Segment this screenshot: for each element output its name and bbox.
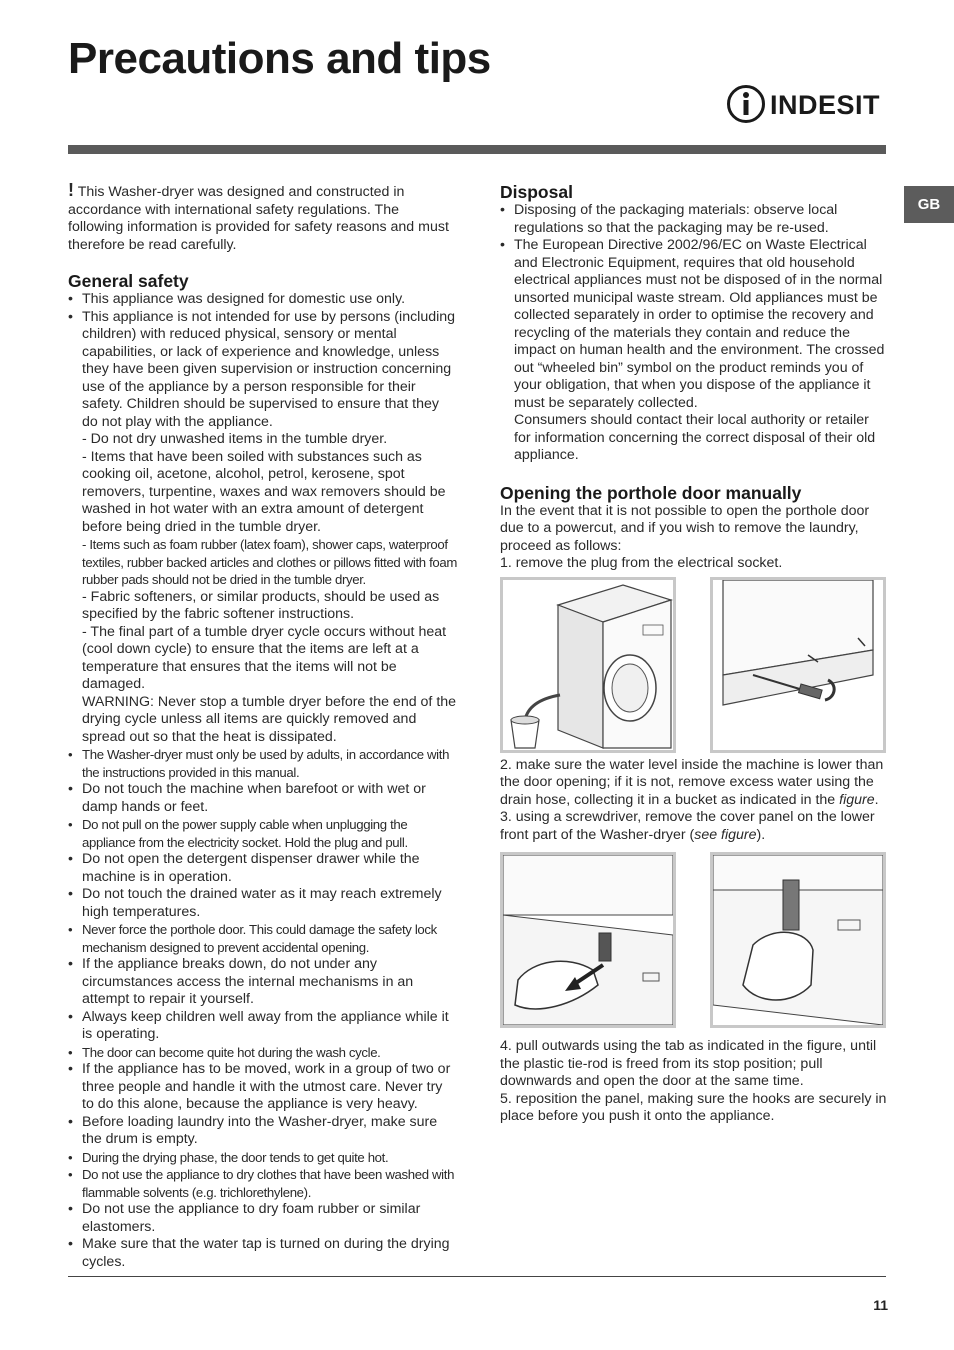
list-item-text: Do not touch the drained water as it may reach extremely high temperatures. <box>82 886 442 920</box>
brand-logo-icon <box>726 84 766 124</box>
warning-mark: ! <box>68 180 74 200</box>
list-item <box>68 1044 458 1062</box>
list-item-text: This appliance is not intended for use by persons (including children) with reduced physical, sensory or mental capabilities, or lack of experience and knowledge, unless they have been given supervision or instruction concerning use of the appliance by a person responsible for their safety. Children should be supervised to ensure that they do not play with the appliance. <box>82 308 456 430</box>
step-3-text: 3. using a screwdriver, remove the cover panel on the lower front part of the Washer-dryer ( <box>500 809 875 843</box>
list-item-text: The door can become quite hot during the wash cycle. <box>82 1044 381 1060</box>
list-item-text: Before loading laundry into the Washer-dryer, make sure the drum is empty. <box>82 1113 438 1147</box>
list-item <box>68 781 458 816</box>
hand-tab-illustration <box>713 855 883 1025</box>
intro-text: This Washer-dryer was designed and constructed in accordance with international safety regulations. The following information is provided for safety reasons and must therefore be read carefully. <box>68 184 449 253</box>
list-sub-item: - Fabric softeners, or similar products, should be used as specified by the fabric softener instructions. <box>82 588 440 622</box>
list-item-text: Do not open the detergent dispenser drawer while the machine is in operation. <box>82 851 420 885</box>
list-item-text: Do not pull on the power supply cable when unplugging the appliance from the electricity socket. Hold the plug and pull. <box>82 817 408 850</box>
list-item-text: During the drying phase, the door tends to get quite hot. <box>82 1149 389 1165</box>
list-item <box>68 1236 458 1271</box>
list-item <box>68 746 458 781</box>
left-column <box>68 182 458 1271</box>
step-5: 5. reposition the panel, making sure the hooks are securely in place before you push it onto the appliance. <box>500 1090 887 1124</box>
washer-bucket-illustration <box>503 580 673 750</box>
list-item <box>68 1009 458 1044</box>
figure-screwdriver <box>710 577 886 753</box>
list-sub-item: - The final part of a tumble dryer cycle occurs without heat (cool down cycle) to ensure that the items are left at a temperature that ensures that the items will not be damaged. <box>82 623 447 692</box>
list-item-text: The European Directive 2002/96/EC on Waste Electrical and Electronic Equipment, requires that old household electrical appliances must not be disposed of in the normal unsorted municipal waste stream. Old appliances must be collected separately in order to optimise the recovery and recycling of the materials they contain and reduce the impact on human health and the environment. The crossed out “wheeled bin” symbol on the product reminds you of your obligation, that when you dispose of the appliance it must be separately collected. <box>514 237 885 411</box>
list-item <box>68 1166 458 1201</box>
list-item <box>68 1061 458 1114</box>
page-number: 11 <box>873 1297 888 1313</box>
step-3-end: ). <box>756 826 766 843</box>
disposal-heading: Disposal <box>500 182 573 202</box>
list-item-text: Always keep children well away from the appliance while it is operating. <box>82 1008 449 1042</box>
porthole-heading: Opening the porthole door manually <box>500 482 802 503</box>
list-item-text: The Washer-dryer must only be used by adults, in accordance with the instructions provided in this manual. <box>82 747 450 780</box>
list-item <box>68 1201 458 1236</box>
step-2 <box>500 757 888 810</box>
list-item-text: Never force the porthole door. This could damage the safety lock mechanism designed to prevent accidental opening. <box>82 922 437 955</box>
hand-pull-illustration <box>503 855 673 1025</box>
list-item <box>68 291 458 309</box>
list-sub-item: - Do not dry unwashed items in the tumble dryer. <box>82 431 388 447</box>
figure-drain-hose <box>500 577 676 753</box>
list-item-text: If the appliance breaks down, do not under any circumstances access the internal mechanisms in an attempt to repair it yourself. <box>82 956 414 1007</box>
figure-tab-detail <box>710 852 886 1028</box>
step-3-emphasis: see figure <box>694 826 757 843</box>
step-2-text: 2. make sure the water level inside the machine is lower than the door opening; if it is not, remove excess water using the drain hose, collecting it in a bucket as indicated in the <box>500 756 884 808</box>
right-column <box>500 182 888 1126</box>
general-safety-list <box>68 291 458 1271</box>
intro-paragraph <box>68 182 458 254</box>
language-tab: GB <box>904 186 954 223</box>
brand-wordmark: INDESIT <box>770 90 881 120</box>
list-sub-item: - Items that have been soiled with substances such as cooking oil, acetone, alcohol, petrol, kerosene, spot removers, turpentine, waxes and wax removers should be washed in hot water with an extra amount of detergent before being dried in the tumble dryer. <box>82 448 446 535</box>
list-item <box>68 886 458 921</box>
panel-screwdriver-illustration <box>713 580 883 750</box>
list-item <box>68 1114 458 1149</box>
list-item-text: This appliance was designed for domestic use only. <box>82 291 406 307</box>
disposal-list <box>500 202 888 465</box>
list-item-text: Make sure that the water tap is turned on during the drying cycles. <box>82 1236 450 1270</box>
step-1: 1. remove the plug from the electrical socket. <box>500 555 783 571</box>
list-item <box>500 237 888 465</box>
step-4: 4. pull outwards using the tab as indicated in the figure, until the plastic tie-rod is freed from its stop position; pull downwards and open the door at the same time. <box>500 1038 877 1089</box>
disposal-note: Consumers should contact their local authority or retailer for information concerning the correct disposal of their old appliance. <box>514 412 876 463</box>
step-2-end: . <box>874 791 879 808</box>
list-item-text: If the appliance has to be moved, work in a group of two or three people and handle it with the utmost care. Never try to do this alone, because the appliance is very heavy. <box>82 1061 451 1112</box>
porthole-intro: In the event that it is not possible to open the porthole door due to a powercut, and if you wish to remove the laundry, proceed as follows: <box>500 502 870 554</box>
list-item <box>68 956 458 1009</box>
list-item <box>68 921 458 956</box>
list-sub-item: WARNING: Never stop a tumble dryer before the end of the drying cycle unless all items are quickly removed and spread out so that the heat is dissipated. <box>82 693 457 745</box>
figure-row-2 <box>500 852 886 1028</box>
step-2-emphasis: figure <box>839 791 875 808</box>
list-item-text: Do not use the appliance to dry foam rubber or similar elastomers. <box>82 1201 421 1235</box>
list-item <box>68 1149 458 1167</box>
list-item <box>68 816 458 851</box>
list-item-text: Do not use the appliance to dry clothes that have been washed with flammable solvents (e.g. trichlorethylene). <box>82 1167 455 1200</box>
footer-rule <box>68 1276 886 1277</box>
figure-row-1 <box>500 577 886 753</box>
list-sub-item: - Items such as foam rubber (latex foam), shower caps, waterproof textiles, rubber backed articles and clothes or pillows fitted with foam rubber pads should not be dried in the tumble dryer. <box>82 537 458 587</box>
figure-pull-tab <box>500 852 676 1028</box>
header-rule <box>68 145 886 154</box>
list-item <box>68 851 458 886</box>
page-title: Precautions and tips <box>68 34 491 83</box>
brand-logo <box>726 84 888 124</box>
general-safety-heading: General safety <box>68 271 189 291</box>
list-item <box>68 309 458 747</box>
step-3 <box>500 809 888 844</box>
list-item-text: Do not touch the machine when barefoot or with wet or damp hands or feet. <box>82 781 426 815</box>
list-item: • Disposing of the packaging materials: observe local regulations so that the packaging may be re-used. <box>500 202 888 237</box>
